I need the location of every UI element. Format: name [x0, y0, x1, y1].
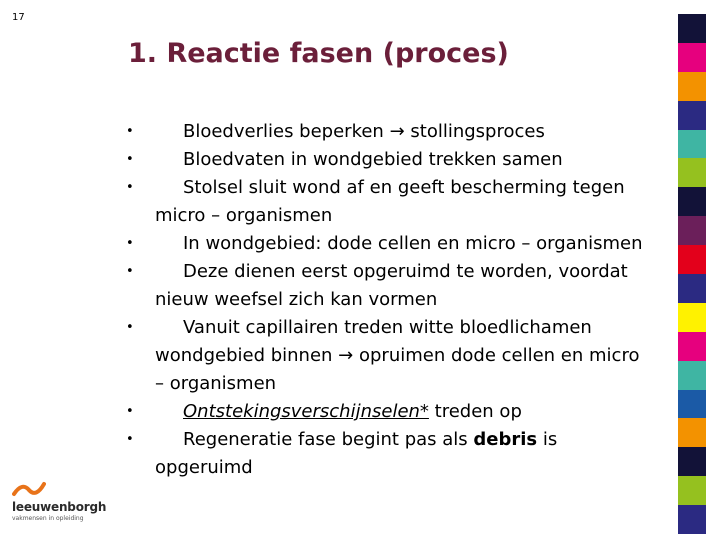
bullet-marker: • — [126, 404, 134, 419]
color-block — [678, 14, 706, 43]
bullet-item — [112, 398, 652, 426]
bullet-text — [155, 429, 557, 478]
bullet-text-part: Deze dienen eerst opgeruimd te worden, voordat nieuw weefsel zich kan vormen — [155, 261, 628, 310]
bullet-marker: • — [126, 236, 134, 251]
bullet-text — [155, 177, 625, 226]
bullet-item — [112, 426, 652, 482]
bullet-text-part: Regeneratie fase begint pas als — [183, 429, 474, 450]
color-block — [678, 361, 706, 390]
bullet-text — [155, 317, 639, 394]
bullet-text — [155, 233, 643, 254]
leeuwenborgh-logo — [10, 480, 120, 520]
bullet-text-part: opruimen dode cellen en micro – organismen — [155, 345, 640, 394]
color-block — [678, 418, 706, 447]
logo-wave-icon — [12, 480, 46, 498]
bullet-marker: • — [126, 320, 134, 335]
decorative-color-bar — [678, 14, 706, 534]
bullet-text — [155, 401, 522, 422]
bullet-item — [112, 174, 652, 230]
color-block — [678, 130, 706, 159]
bullet-marker: • — [126, 264, 134, 279]
page-number: 17 — [12, 12, 25, 23]
color-block — [678, 476, 706, 505]
bullet-text-part: is opgeruimd — [155, 429, 558, 478]
bullet-marker: • — [126, 152, 134, 167]
bullet-item — [112, 118, 652, 146]
bullet-text — [155, 121, 545, 142]
bullet-text-part: In wondgebied: dode cellen en micro – organismen — [183, 233, 643, 254]
color-block — [678, 505, 706, 534]
bullet-list — [112, 118, 652, 482]
color-block — [678, 245, 706, 274]
bullet-item — [112, 230, 652, 258]
bullet-text-part: stollingsproces — [404, 121, 545, 142]
bullet-text-part: Bloedvaten in wondgebied trekken samen — [183, 149, 563, 170]
bullet-item — [112, 314, 652, 398]
color-block — [678, 72, 706, 101]
emphasized-term: Ontstekingsverschijnselen* — [183, 401, 429, 422]
color-block — [678, 274, 706, 303]
bullet-marker: • — [126, 180, 134, 195]
bullet-item — [112, 258, 652, 314]
color-block — [678, 43, 706, 72]
bold-term: debris — [473, 429, 538, 450]
bullet-text-part: Stolsel sluit wond af en geeft bescherming tegen micro – organismen — [155, 177, 625, 226]
arrow-icon: → — [389, 121, 405, 142]
bullet-text — [155, 149, 563, 170]
color-block — [678, 390, 706, 419]
bullet-text-part: Vanuit capillairen treden witte bloedlichamen wondgebied binnen — [155, 317, 592, 366]
bullet-marker: • — [126, 432, 134, 447]
logo-tagline: vakmensen in opleiding — [12, 515, 84, 522]
color-block — [678, 158, 706, 187]
bullet-item — [112, 146, 652, 174]
bullet-text-part: Bloedverlies beperken — [183, 121, 390, 142]
color-block — [678, 101, 706, 130]
logo-name: leeuwenborgh — [12, 500, 107, 514]
bullet-text — [155, 261, 628, 310]
color-block — [678, 216, 706, 245]
slide-title: 1. Reactie fasen (proces) — [128, 38, 509, 69]
arrow-icon: → — [338, 345, 354, 366]
color-block — [678, 447, 706, 476]
bullet-text-part: treden op — [428, 401, 522, 422]
color-block — [678, 187, 706, 216]
color-block — [678, 332, 706, 361]
color-block — [678, 303, 706, 332]
bullet-marker: • — [126, 124, 134, 139]
